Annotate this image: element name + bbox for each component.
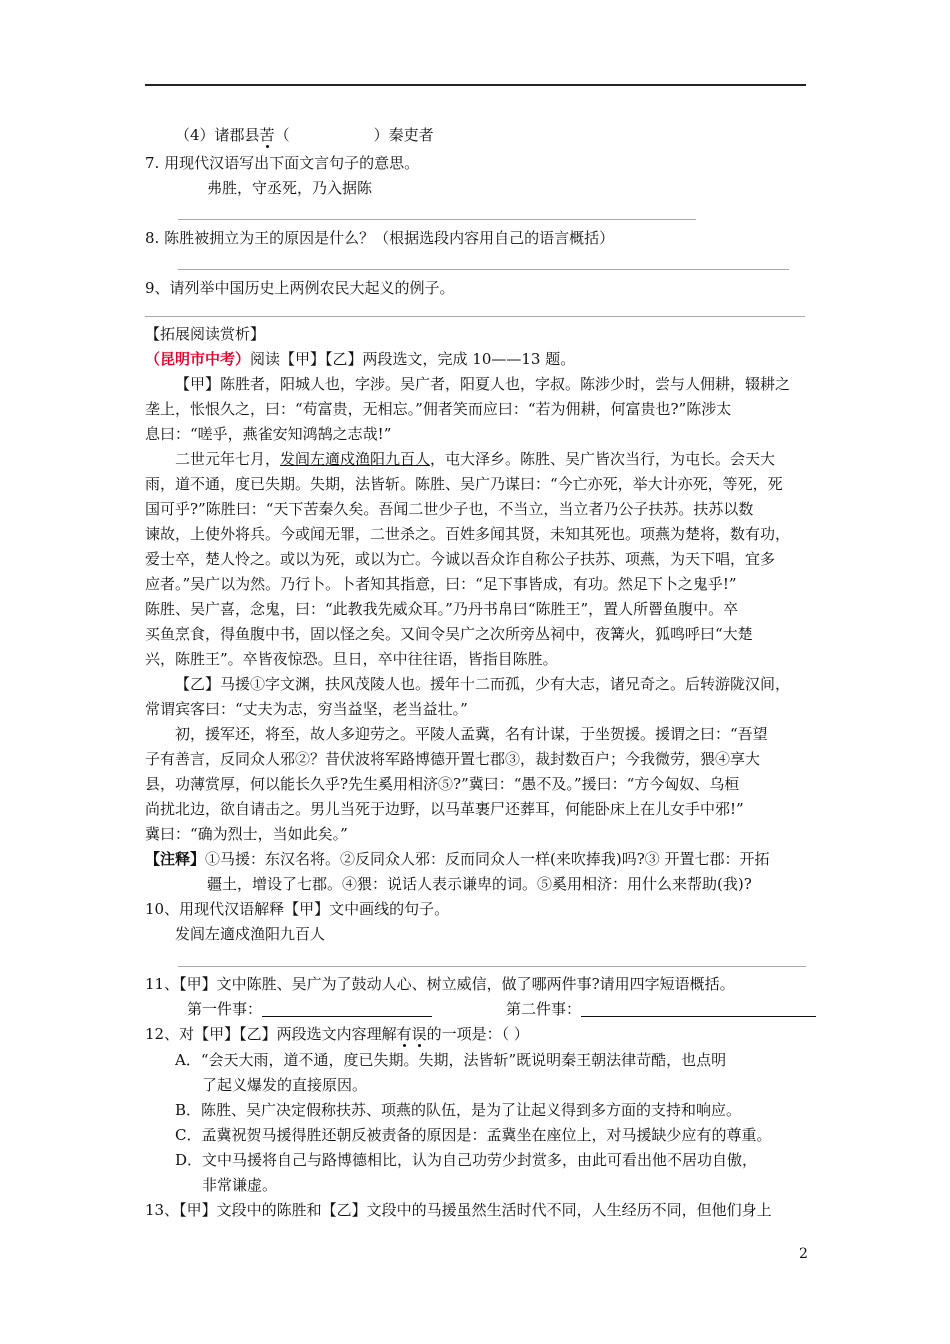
option-d-cont: 非常谦虚。 (202, 1176, 278, 1194)
passage-jia-line: 国可乎?”陈胜曰：“天下苦秦久矣。吾闻二世少子也，不当立，当立者乃公子扶苏。扶苏以数 (145, 500, 754, 518)
passage-jia-line: 【甲】陈胜者，阳城人也，字涉。吴广者，阳夏人也，字叔。陈涉少时，尝与人佣耕，辍耕之 (175, 375, 791, 393)
option-a[interactable]: A．“会天大雨，道不通，度已失期。失期，法皆斩”既说明秦王朝法律苛酷，也点明 (175, 1051, 727, 1069)
question-10: 10、用现代汉语解释【甲】文中画线的句子。 (145, 900, 450, 918)
passage-jia-line: 雨，道不通，度已失期。失期，法皆斩。陈胜、吴广乃谋曰：“今亡亦死，举大计亦死，等死，死 (145, 475, 783, 493)
question-11: 11、【甲】文中陈胜、吴广为了鼓动人心、树立威信，做了哪两件事?请用四字短语概括。 (145, 975, 735, 993)
question-11-answers: 第一件事： 第二件事： (145, 997, 852, 1021)
passage-jia-line: 息曰：“嗟乎，燕雀安知鸿鹄之志哉!” (145, 425, 392, 443)
question-12: 12、对【甲】【乙】两段选文内容理解有误的一项是：（ ） (145, 1025, 529, 1043)
option-a-cont: 了起义爆发的直接原因。 (202, 1076, 368, 1094)
extended-reading-title: 【拓展阅读赏析】 (145, 325, 266, 343)
option-b[interactable]: B．陈胜、吴广决定假称扶苏、项燕的队伍，是为了让起义得到多方面的支持和响应。 (175, 1101, 742, 1119)
notes: 【注释】①马援：东汉名将。②反同众人邪：反而同众人一样(来吹捧我)吗?③ 开置七郡：开拓 (145, 850, 770, 868)
option-d[interactable]: D．文中马援将自己与路博德相比，认为自己功劳少封赏多，由此可看出他不居功自傲， (175, 1151, 758, 1169)
answer-line-10[interactable] (178, 966, 806, 967)
option-c[interactable]: C．孟冀祝贺马援得胜还朝反被责备的原因是：孟冀坐在座位上，对马援缺少应有的尊重。 (175, 1126, 772, 1144)
page-number: 2 (799, 1246, 808, 1262)
notes-cont: 疆土，增设了七郡。④猥：说话人表示谦卑的词。⑤奚用相济：用什么来帮助(我)? (207, 875, 752, 893)
passage-yi-line: 冀曰：“确为烈士，当如此矣。” (145, 825, 348, 843)
passage-yi-line: 子有善言，反同众人邪②？昔伏波将军路博德开置七郡③，裁封数百户；今我微劳，猥④享大 (145, 750, 761, 768)
question-6-4: （4）诸郡县苦（ ）秦吏者 (175, 126, 434, 144)
passage-jia-line: 兴，陈胜王”。卒皆夜惊恐。旦日，卒中往往语，皆指目陈胜。 (145, 650, 558, 668)
source-line: （昆明市中考）阅读【甲】【乙】两段选文，完成 10——13 题。 (145, 350, 576, 368)
passage-yi-line: 县，功薄赏厚，何以能长久乎?先生奚用相济⑤?”冀曰：“愚不及。”援曰：“方今匈奴、乌桓 (145, 775, 740, 793)
underlined-sentence: 发闾左適戍渔阳九百人 (280, 450, 431, 468)
passage-yi-line: 尚扰北边，欲自请击之。男儿当死于边野，以马革裹尸还葬耳，何能卧床上在儿女手中邪!” (145, 800, 744, 818)
passage-jia-para2-first: 二世元年七月，发闾左適戍渔阳九百人，屯大泽乡。陈胜、吴广皆次当行，为屯长。会天大 (175, 450, 776, 468)
first-event-input[interactable] (262, 1000, 432, 1017)
question-8: 8. 陈胜被拥立为王的原因是什么？（根据选段内容用自己的语言概括） (145, 229, 615, 247)
answer-line-8[interactable] (178, 269, 789, 270)
passage-jia-line: 应者。”吴广以为然。乃行卜。卜者知其指意，曰：“足下事皆成，有功。然足下卜之鬼乎!” (145, 575, 737, 593)
passage-jia-line: 陈胜、吴广喜，念鬼，曰：“此教我先威众耳。”乃丹书帛曰“陈胜王”，置人所罾鱼腹中。卒 (145, 600, 739, 618)
passage-yi-line: 【乙】马援①字文渊，扶风茂陵人也。援年十二而孤，少有大志，诸兄奇之。后转游陇汉间， (175, 675, 791, 693)
passage-jia-line: 买鱼烹食，得鱼腹中书，固以怪之矣。又间令吴广之次所旁丛祠中，夜篝火，狐鸣呼曰“大楚 (145, 625, 753, 643)
passage-jia-line: 爱士卒，楚人怜之。或以为死，或以为亡。今诚以吾众诈自称公子扶苏、项燕，为天下唱，宜多 (145, 550, 776, 568)
question-9: 9、请列举中国历史上两例农民大起义的例子。 (145, 279, 455, 297)
passage-yi-line: 初，援军还，将至，故人多迎劳之。平陵人孟冀，名有计谋，于坐贺援。援谓之曰：“吾望 (175, 725, 768, 743)
passage-jia-line: 垄上，怅恨久之，曰：“苟富贵，无相忘。”佣者笑而应曰：“若为佣耕，何富贵也?”陈涉太 (145, 400, 732, 418)
question-7-sentence: 弗胜，守丞死，乃入据陈 (207, 179, 373, 197)
question-13: 13、【甲】文段中的陈胜和【乙】文段中的马援虽然生活时代不同，人生经历不同，但他们身上 (145, 1201, 772, 1219)
second-event-input[interactable] (581, 1000, 816, 1017)
question-7: 7. 用现代汉语写出下面文言句子的意思。 (145, 154, 420, 172)
header-rule (145, 84, 806, 86)
passage-jia-line: 谏故，上使外将兵。今或闻无罪，二世杀之。百姓多闻其贤，未知其死也。项燕为楚将，数有功， (145, 525, 791, 543)
answer-line-7[interactable] (178, 219, 696, 220)
answer-line-9[interactable] (145, 316, 805, 317)
question-10-sentence: 发闾左適戍渔阳九百人 (175, 925, 326, 943)
passage-yi-line: 常谓宾客曰：“丈夫为志，穷当益坚，老当益壮。” (145, 700, 468, 718)
